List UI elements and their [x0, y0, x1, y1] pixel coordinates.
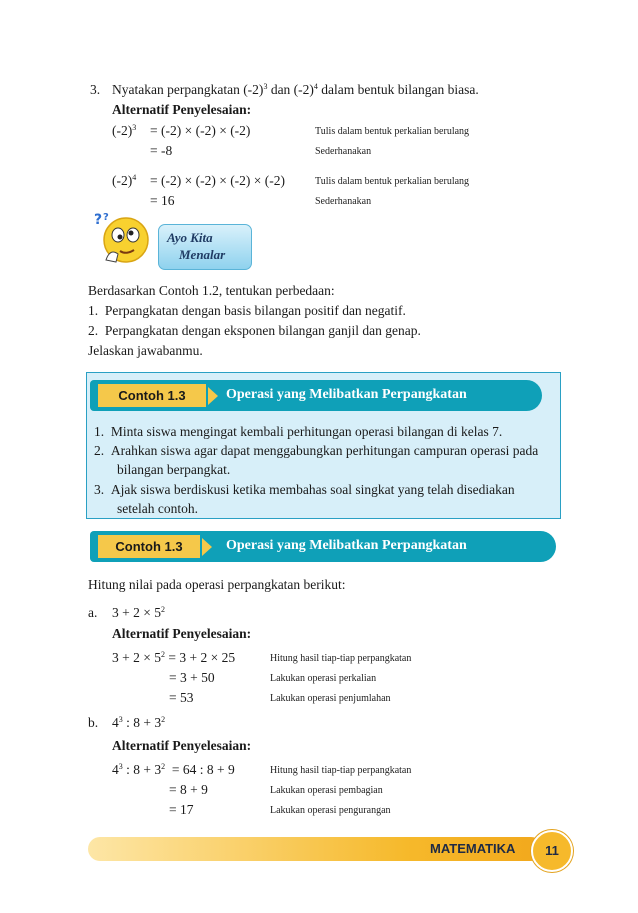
problem-3-row3-eq: = (-2) × (-2) × (-2) × (-2) [150, 173, 286, 188]
reasoning-closing: Jelaskan jawabanmu. [88, 343, 203, 358]
example-a-step3: = 53 [169, 690, 194, 705]
problem-3-row1-eq: = (-2) × (-2) × (-2) [150, 123, 251, 138]
example-b-step1: $4^3$ : $8 + 3^2 = 64$ : 8 + 9 [112, 762, 235, 777]
thinking-smiley-icon [90, 210, 154, 268]
svg-text:?: ? [94, 212, 103, 228]
footer-subject-label: MATEMATIKA [430, 841, 516, 856]
example-title: Operasi yang Melibatkan Perpangkatan [226, 538, 467, 553]
example-b-step1-note: Hitung hasil tiap-tiap perpangkatan [270, 765, 412, 776]
problem-3-question: Nyatakan perpangkatan $(-2)^3$ dan $(-2)^4$ dalam bentuk bilangan biasa. [112, 82, 479, 97]
problem-3-alt-label: Alternatif Penyelesaian: [112, 102, 252, 117]
reasoning-item-2: 2. Perpangkatan dengan eksponen bilangan ganjil dan genap. [88, 323, 421, 338]
svg-text:?: ? [103, 212, 109, 223]
guide-title: Operasi yang Melibatkan Perpangkatan [226, 387, 467, 402]
example-a-expression: $3 + 2 \times 5^2$ [112, 605, 165, 620]
example-a-step1: $3 + 2 \times 5^2 = 3 + 2 \times 25$ [112, 650, 236, 665]
reasoning-item-1: 1. Perpangkatan dengan basis bilangan positif dan negatif. [88, 303, 406, 318]
page-number: 11 [531, 830, 573, 872]
problem-3-row3-note: Tulis dalam bentuk perkalian berulang [315, 176, 470, 187]
problem-3-number: 3. [90, 82, 101, 97]
problem-3-row2-eq: = -8 [150, 143, 173, 158]
ayo-kita-menalar-label: Ayo Kita Menalar [158, 224, 252, 270]
example-a-step2-note: Lakukan operasi perkalian [270, 673, 377, 684]
guide-item-3: 3. Ajak siswa berdiskusi ketika membahas soal singkat yang telah disediakan [94, 482, 515, 497]
example-b-expression: $4^3$ : $8 + 3^2$ [112, 715, 166, 730]
guide-item-2-cont: bilangan berpangkat. [117, 462, 231, 477]
example-b-step2: = 8 + 9 [169, 782, 208, 797]
example-a-label: a. [88, 605, 98, 620]
example-a-step3-note: Lakukan operasi penjumlahan [270, 693, 391, 704]
example-a-alt-label: Alternatif Penyelesaian: [112, 626, 252, 641]
example-contoh-chip: Contoh 1.3 [96, 533, 202, 560]
reasoning-intro: Berdasarkan Contoh 1.2, tentukan perbedaan: [88, 283, 335, 298]
problem-3-row2-note: Sederhanakan [315, 146, 372, 157]
problem-3-row4-eq: = 16 [150, 193, 175, 208]
guide-item-1: 1. Minta siswa mengingat kembali perhitungan operasi bilangan di kelas 7. [94, 424, 503, 439]
problem-3-row4-note: Sederhanakan [315, 196, 372, 207]
example-b-step3-note: Lakukan operasi pengurangan [270, 805, 391, 816]
example-a-step1-note: Hitung hasil tiap-tiap perpangkatan [270, 653, 412, 664]
guide-contoh-chip: Contoh 1.3 [96, 382, 208, 409]
guide-item-3-cont: setelah contoh. [117, 501, 198, 516]
example-b-alt-label: Alternatif Penyelesaian: [112, 738, 252, 753]
example-b-label: b. [88, 715, 99, 730]
problem-3-row1-note: Tulis dalam bentuk perkalian berulang [315, 126, 470, 137]
guide-item-2: 2. Arahkan siswa agar dapat menggabungkan perhitungan campuran operasi pada [94, 443, 539, 458]
example-b-step3: = 17 [169, 802, 194, 817]
example-a-step2: = 3 + 50 [169, 670, 215, 685]
problem-3-row3-base: $(-2)^4$ [112, 173, 137, 188]
example-b-step2-note: Lakukan operasi pembagian [270, 785, 383, 796]
example-intro: Hitung nilai pada operasi perpangkatan berikut: [88, 577, 346, 592]
problem-3-row1-base: $(-2)^3$ [112, 123, 137, 138]
